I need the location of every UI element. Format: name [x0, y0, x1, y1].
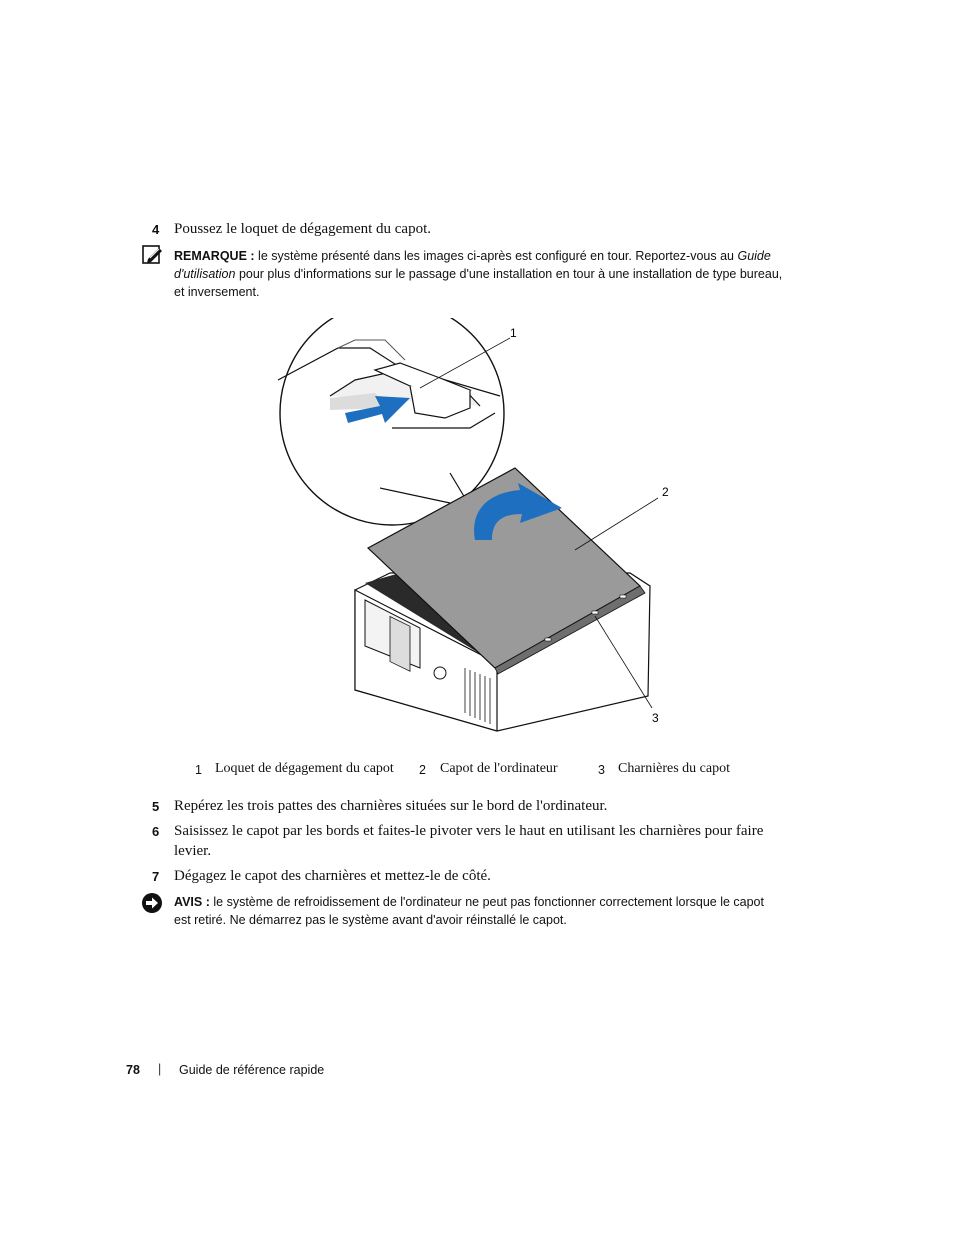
avis-label: AVIS :	[174, 895, 210, 909]
step-6-number: 6	[152, 824, 160, 839]
remarque-italic-utilisation: d'utilisation	[174, 267, 236, 281]
footer-separator: |	[158, 1062, 162, 1076]
page-number: 78	[126, 1063, 140, 1077]
remarque-text-2: pour plus d'informations sur le passage d'une installation en tour à une installation de type bureau,	[238, 267, 783, 281]
remarque-text-3: et inversement.	[174, 285, 260, 299]
step-4-number: 4	[152, 222, 160, 237]
step-6-text-cont: levier.	[174, 843, 212, 859]
caption-2-number: 2	[419, 763, 426, 777]
remarque-italic-guide: Guide	[737, 249, 771, 263]
cover-removal-figure	[270, 318, 690, 738]
remarque-text-1: le système présenté dans les images ci-après est configuré en tour. Reportez-vous au	[258, 249, 734, 263]
callout-2: 2	[662, 485, 669, 499]
step-6-text: Saisissez le capot par les bords et faites-le pivoter vers le haut en utilisant les charnières pour faire	[174, 823, 764, 839]
remarque-label: REMARQUE :	[174, 249, 255, 263]
caption-1-text: Loquet de dégagement du capot	[215, 761, 394, 776]
step-5-number: 5	[152, 799, 160, 814]
step-4-text: Poussez le loquet de dégagement du capot.	[174, 221, 432, 237]
avis-line-2: est retiré. Ne démarrez pas le système avant d'avoir réinstallé le capot.	[174, 913, 567, 927]
caption-2-text: Capot de l'ordinateur	[440, 761, 558, 776]
pencil-note-icon	[142, 245, 164, 265]
step-7-number: 7	[152, 869, 160, 884]
step-7-text: Dégagez le capot des charnières et mettez-le de côté.	[174, 868, 491, 884]
callout-3: 3	[652, 711, 659, 725]
caption-1-number: 1	[195, 763, 202, 777]
avis-line-1: le système de refroidissement de l'ordinateur ne peut pas fonctionner correctement lorsque le capot	[213, 895, 764, 909]
caption-3-number: 3	[598, 763, 605, 777]
callout-1: 1	[510, 326, 517, 340]
step-5-text: Repérez les trois pattes des charnières situées sur le bord de l'ordinateur.	[174, 798, 608, 814]
figure-svg	[270, 318, 690, 738]
footer-title: Guide de référence rapide	[179, 1063, 325, 1077]
remarque-note	[174, 247, 804, 301]
caption-3-text: Charnières du capot	[618, 761, 730, 776]
avis-notice	[174, 893, 794, 929]
notice-arrow-icon	[141, 892, 163, 914]
